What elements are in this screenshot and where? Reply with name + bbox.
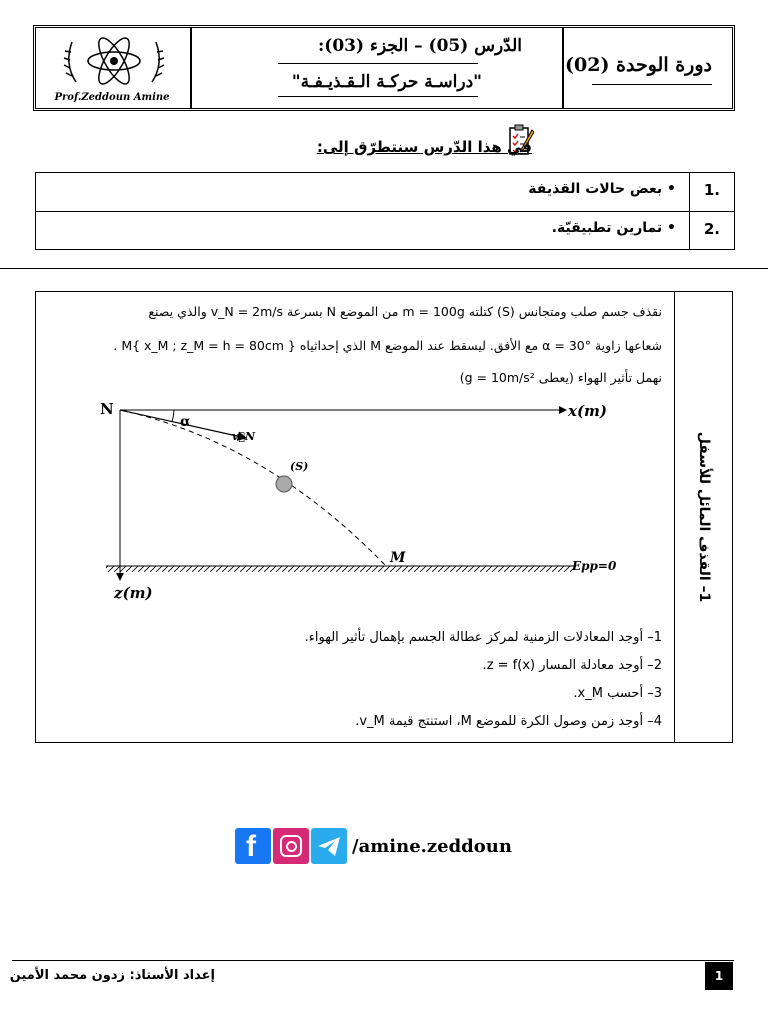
intro-heading: في هذا الدّرس سنتطرّق إلى: <box>316 138 532 156</box>
instagram-icon[interactable] <box>273 828 309 864</box>
point-N-label: N <box>100 400 114 418</box>
z-axis-label: z(m) <box>114 584 153 602</box>
header-table <box>33 25 735 111</box>
point-M-label: M <box>390 550 406 566</box>
statement-line-3: نهمل تأثير الهواء (يعطى g = 10m/s²) <box>459 370 662 385</box>
toc-row <box>36 173 734 212</box>
social-handle[interactable]: /amine.zeddoun <box>352 836 512 857</box>
toc-item: • تمارين تطبيقيّة. <box>551 220 676 236</box>
telegram-icon[interactable] <box>311 828 347 864</box>
toc-number: .2 <box>703 220 720 238</box>
projectile-ball <box>276 476 292 492</box>
x-axis-label: x(m) <box>568 402 608 420</box>
solid-label: (S) <box>290 460 309 473</box>
exercise-side-column <box>674 292 732 742</box>
exercise-title: 1– القذف المائل للأسفل <box>695 431 712 603</box>
toc-item: • بعض حالات القذيفة <box>528 181 676 197</box>
toc-table <box>35 172 735 250</box>
unit-label: دورة الوحدة (02) <box>565 54 712 76</box>
separator-line <box>0 268 768 269</box>
logo-caption: Prof.Zeddoun Amine <box>54 92 170 103</box>
unit-cell <box>564 28 732 108</box>
ground-hatch <box>106 566 576 572</box>
lesson-subtitle: "دراسـة حركـة الـقـذيـفـة" <box>291 72 482 92</box>
trajectory-diagram <box>96 392 656 602</box>
angle-arc <box>172 410 174 422</box>
statement-line-2: شعاعها زاوية α = 30° مع الأفق. ليسقط عند الموضع M الذي إحداثياه M{ x_M ; z_M = h = 80cm } . <box>113 338 662 353</box>
velocity-label: v⃗N <box>232 430 256 443</box>
atom-logo-icon <box>56 32 172 90</box>
title-underline <box>278 63 478 64</box>
logo-cell <box>36 28 192 108</box>
subtitle-underline <box>278 96 478 97</box>
toc-row <box>36 212 734 250</box>
question-2: 2– أوجد معادلة المسار z = f(x). <box>482 658 662 673</box>
statement-line-1: نقذف جسم صلب ومتجانس (S) كتلته m = 100g من الموضع N بسرعة v_N = 2m/s والذي يصنع <box>148 304 662 319</box>
lesson-title: الدّرس (05) – الجزء (03): <box>317 36 522 56</box>
question-1: 1– أوجد المعادلات الزمنية لمركز عطالة الجسم بإهمال تأثير الهواء. <box>304 630 662 645</box>
footer-author: إعداد الأستاذ: زدون محمد الأمين <box>9 968 215 983</box>
unit-underline <box>592 84 712 85</box>
angle-label: α <box>180 414 191 430</box>
footer-line <box>12 960 734 961</box>
facebook-icon[interactable]: f <box>235 828 271 864</box>
question-3: 3– أحسب x_M. <box>573 686 662 701</box>
page-number: 1 <box>705 962 733 990</box>
epp-label: Epp=0 <box>572 559 617 573</box>
lesson-cell <box>192 28 564 108</box>
question-4: 4– أوجد زمن وصول الكرة للموضع M، استنتج قيمة v_M. <box>355 714 662 729</box>
toc-number: .1 <box>703 181 720 199</box>
exercise-box <box>35 291 733 743</box>
